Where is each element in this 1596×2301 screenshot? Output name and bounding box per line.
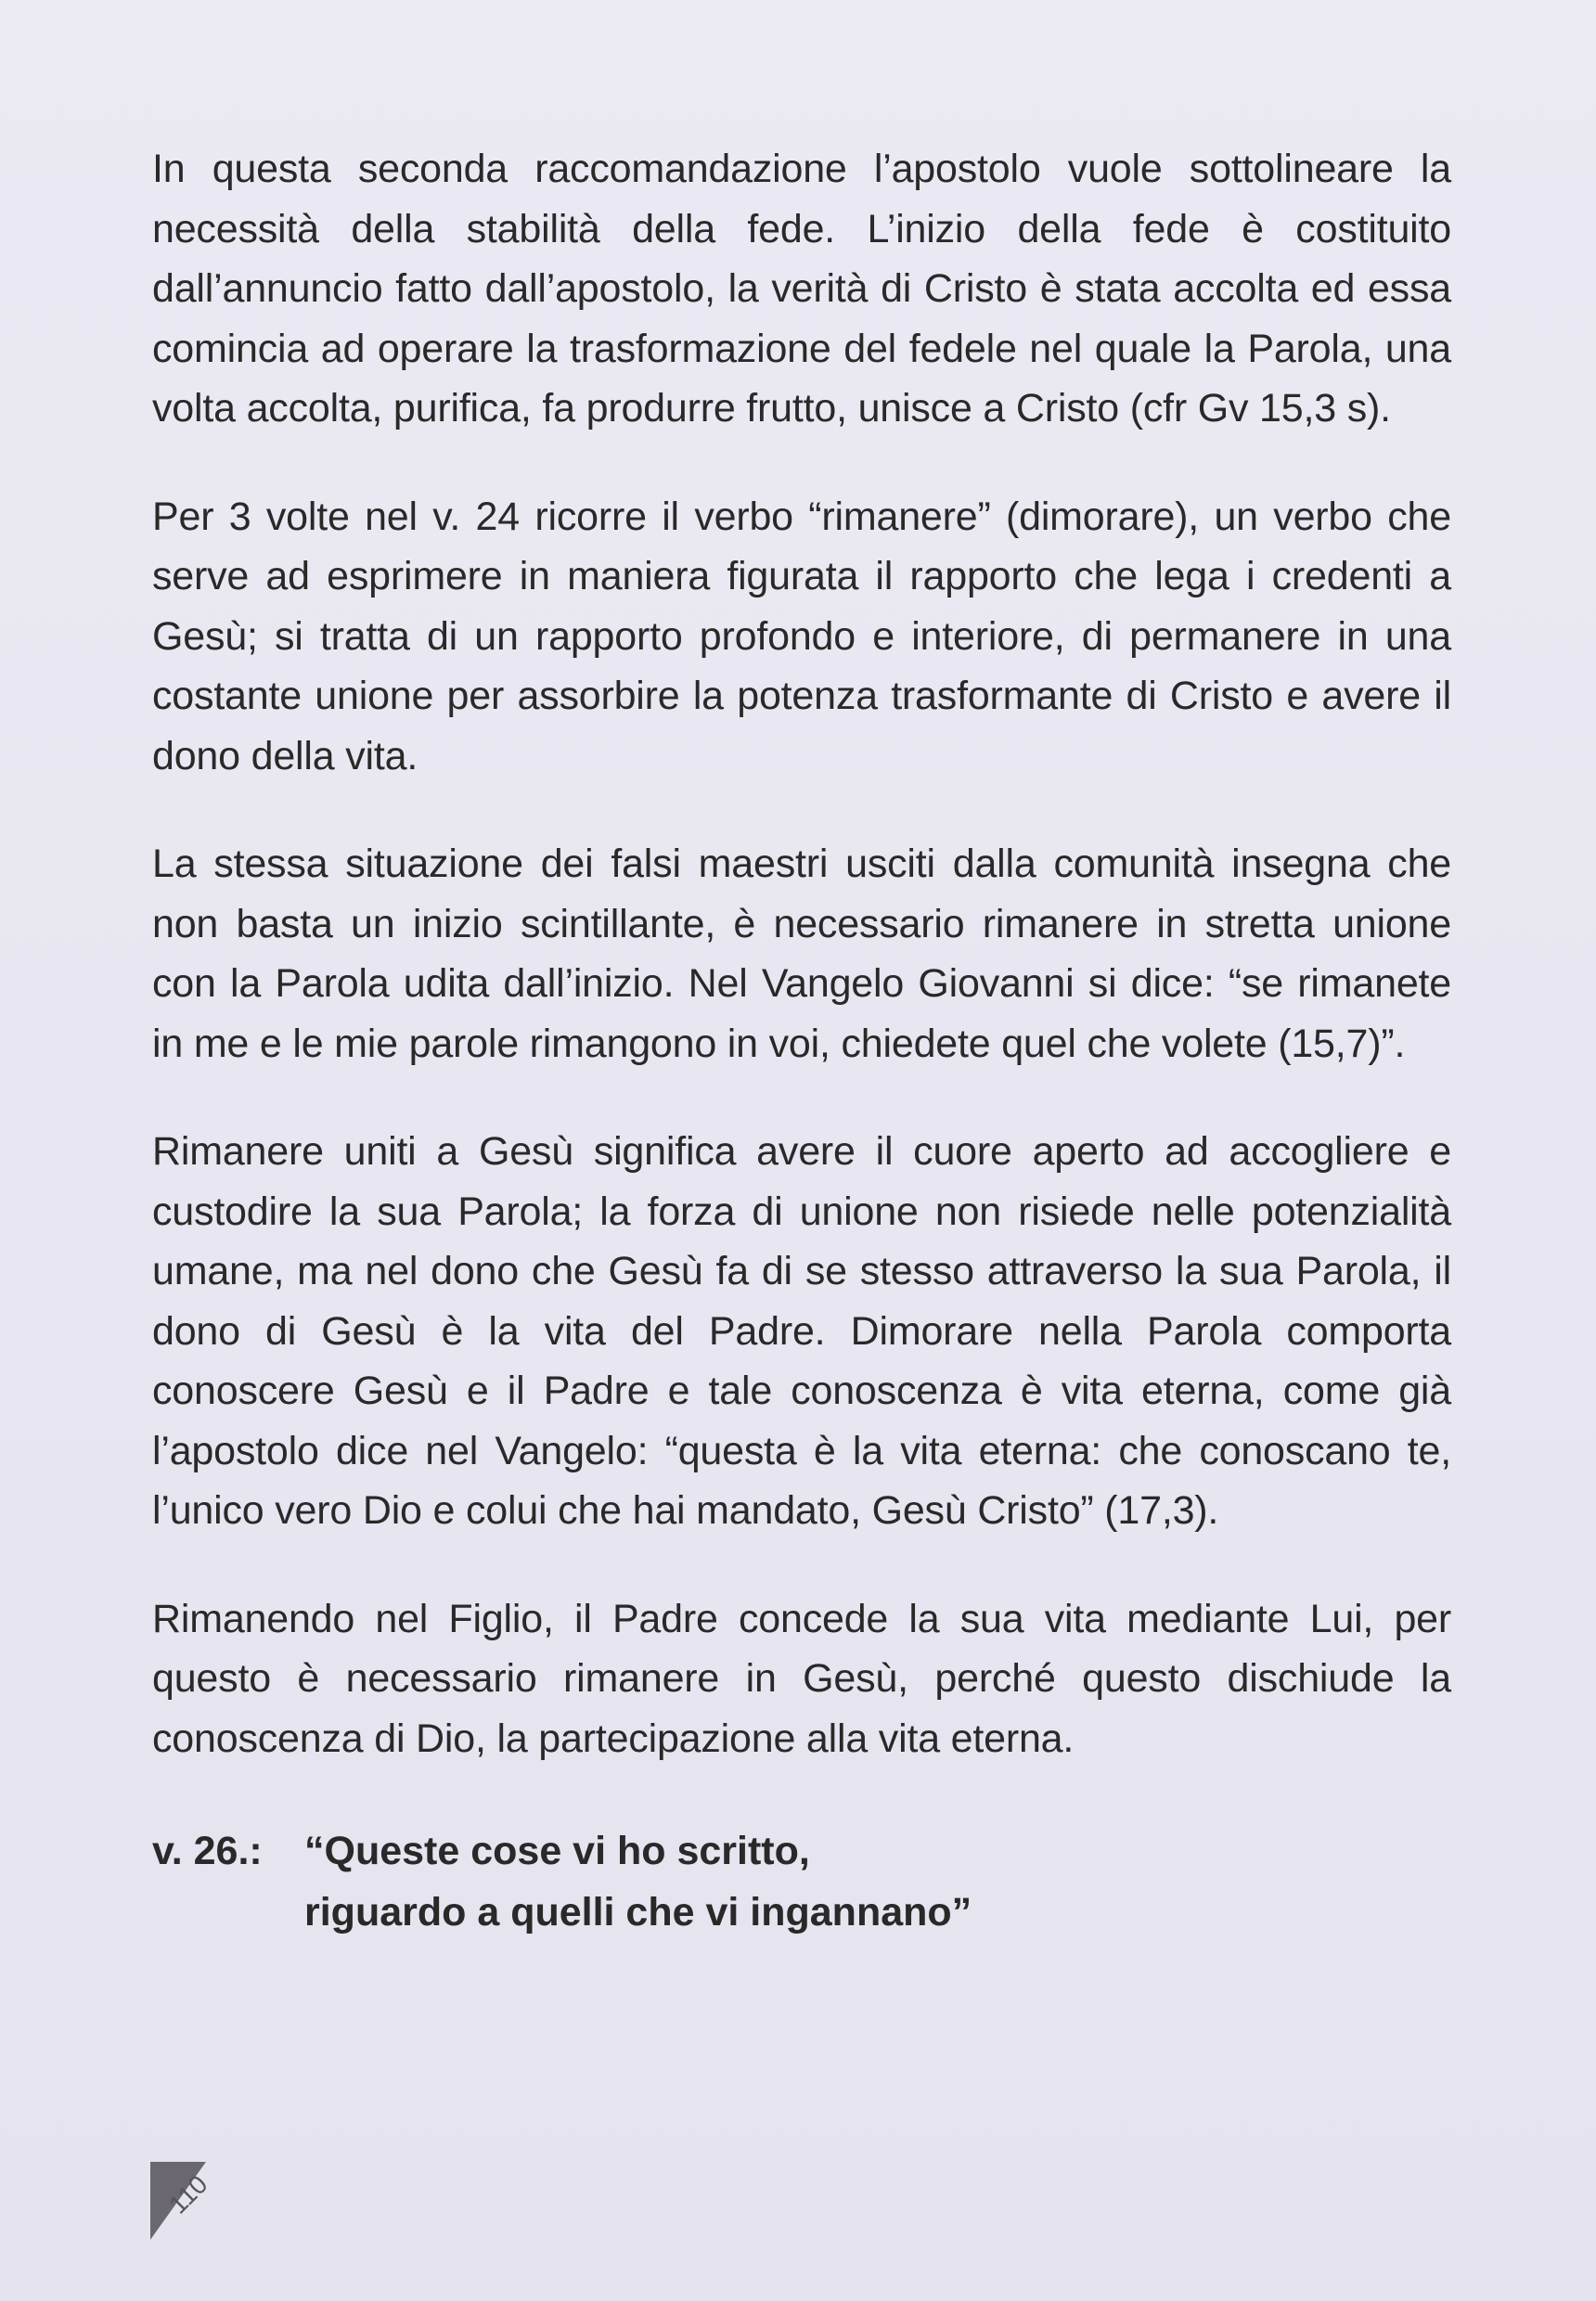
paragraph-5: Rimanendo nel Figlio, il Padre concede la sua vita mediante Lui, per questo è necessario rimanere in Gesù, perché questo dischiude la conoscenza di Dio, la partecipazione alla vita eterna.	[152, 1596, 1451, 1761]
verse-quote-line-1: “Queste cose vi ho scritto,	[304, 1829, 810, 1873]
verse-heading	[152, 1820, 1451, 1943]
page-number: 110	[163, 2169, 213, 2219]
verse-quote	[304, 1820, 972, 1943]
verse-reference: v. 26.:	[152, 1829, 263, 1873]
paragraph-2: Per 3 volte nel v. 24 ricorre il verbo “rimanere” (dimorare), un verbo che serve ad esprimere in maniera figurata il rapporto che lega i credenti a Gesù; si tratta di un rapporto profondo e interiore, di permanere in una costante unione per assorbire la potenza trasformante di Cristo e avere il dono della vita.	[152, 494, 1451, 778]
paragraph-3: La stessa situazione dei falsi maestri usciti dalla comunità insegna che non basta un inizio scintillante, è necessario rimanere in stretta unione con la Parola udita dall’inizio. Nel Vangelo Giovanni si dice: “se rimanete in me e le mie parole rimangono in voi, chiedete quel che volete (15,7)”.	[152, 842, 1451, 1066]
text-column	[152, 139, 1451, 1943]
paragraph-4: Rimanere uniti a Gesù significa avere il cuore aperto ad accogliere e custodire la sua Parola; la forza di unione non risiede nelle potenzialità umane, ma nel dono che Gesù fa di se stesso attraverso la sua Parola, il dono di Gesù è la vita del Padre. Dimorare nella Parola comporta conoscere Gesù e il Padre e tale conoscenza è vita eterna, come già l’apostolo dice nel Vangelo: “questa è la vita eterna: che conoscano te, l’unico vero Dio e colui che hai mandato, Gesù Cristo” (17,3).	[152, 1129, 1451, 1533]
page-number-block	[150, 2162, 234, 2245]
verse-quote-line-2: riguardo a quelli che vi ingannano”	[304, 1890, 972, 1935]
paragraph-1: In questa seconda raccomandazione l’apostolo vuole sottolineare la necessità della stabilità della fede. L’inizio della fede è costituito dall’annuncio fatto dall’apostolo, la verità di Cristo è stata accolta ed essa comincia ad operare la trasformazione del fedele nel quale la Parola, una volta accolta, purifica, fa produrre frutto, unisce a Cristo (cfr Gv 15,3 s).	[152, 147, 1451, 431]
